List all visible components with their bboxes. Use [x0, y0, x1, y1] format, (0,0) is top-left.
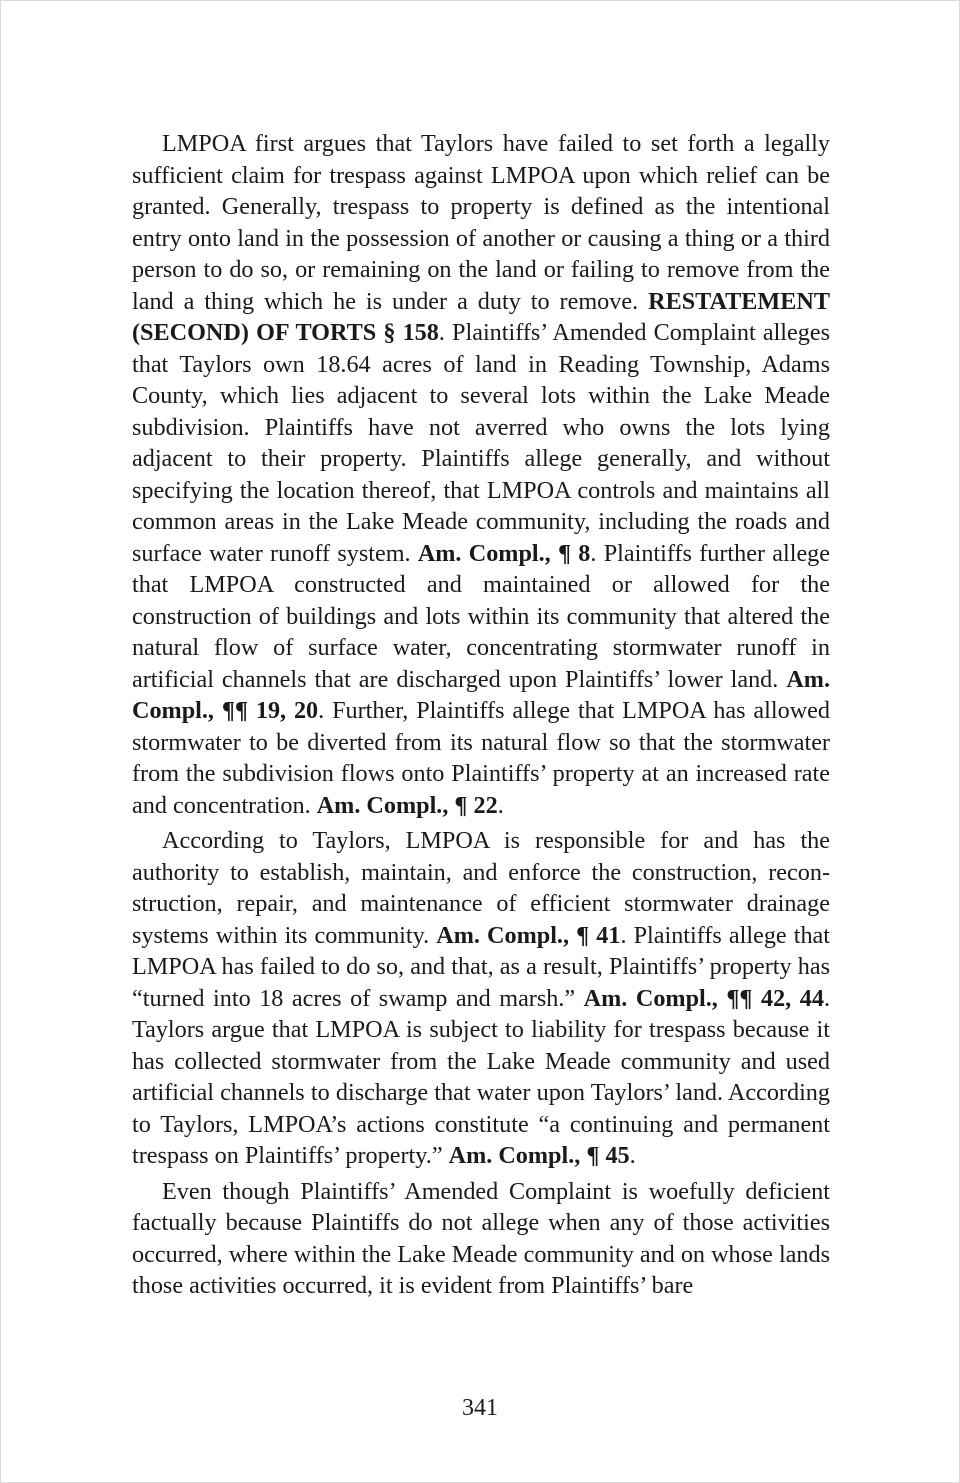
- paragraph-lmpoa-responsibility: [132, 825, 830, 1172]
- text-segment: .: [497, 791, 504, 819]
- text-segment: .: [629, 1142, 636, 1169]
- citation-compl: Am. Compl., ¶ 8: [417, 539, 591, 567]
- page-number: 341: [462, 1395, 498, 1421]
- text-segment: . Further, Plaintiffs allege that LMPOA has allowed stormwater to be diverted from its natural flow so that the stormwater from the subdivision flows onto Plaintiffs’ property at an increased rate and concentration.: [132, 697, 830, 819]
- citation-compl: Am. Compl., ¶ 41: [436, 921, 621, 949]
- paragraph-trespass-claim: [132, 128, 830, 821]
- text-segment: According to Taylors, LMPOA is responsible for and has the authority to establish, maintain, and enforce the construction, reconstruction, repair, and maintenance of efficient stormwater drainage systems within its community.: [132, 827, 830, 949]
- citation-compl: Am. Compl., ¶ 22: [316, 791, 498, 819]
- citation-compl: Am. Compl., ¶¶ 19, 20: [132, 665, 830, 724]
- text-segment: LMPOA first argues that Taylors have failed to set forth a legally sufficient claim for trespass against LMPOA upon which relief can be granted. Generally, trespass to property is defined as the intentional entry onto land in the possession of another or causing a thing or a third person to do so, or remaining on the land or failing to remove from the land a thing which he is under a duty to remove.: [132, 130, 830, 315]
- paragraph-deficient-complaint: [132, 1176, 830, 1302]
- text-segment: . Plaintiffs further allege that LMPOA constructed and maintained or allowed for the construction of buildings and lots within its community that altered the natural flow of surface water, concentrating stormwater runoff in artificial channels that are discharged upon Plaintiffs’ lower land.: [132, 539, 831, 693]
- citation-restatement: RESTATEMENT (SECOND) OF TORTS § 158: [132, 287, 830, 346]
- body-text: [132, 128, 830, 1306]
- text-segment: . Taylors argue that LMPOA is subject to liability for trespass because it has collected stormwater from the Lake Meade community and used artificial channels to discharge that water upon Taylors’ land. According to Taylors, LMPOA’s actions constitute “a continuing and permanent trespass on Plaintiffs’ property.”: [132, 984, 830, 1169]
- citation-compl: Am. Compl., ¶¶ 42, 44: [583, 984, 824, 1012]
- citation-compl: Am. Compl., ¶ 45: [448, 1142, 630, 1169]
- text-segment: Even though Plaintiffs’ Amended Complaint is woefully deficient factually because Plaintiffs do not allege when any of those activities occurred, where within the Lake Meade community and on whose lands those activities occurred, it is evident from Plaintiffs’ bare: [132, 1177, 830, 1299]
- text-segment: . Plaintiffs’ Amended Complaint alleges that Taylors own 18.64 acres of land in Reading Township, Adams County, which lies adjacent to several lots within the Lake Meade subdivision. Plaintiffs have not averred who owns the lots lying adjacent to their property. Plaintiffs allege generally, and without specifying the location thereof, that LMPOA controls and maintains all common areas in the Lake Meade community, including the roads and surface water runoff system.: [132, 319, 830, 567]
- text-segment: . Plaintiffs allege that LMPOA has failed to do so, and that, as a result, Plaintiffs’ property has “turned into 18 acres of swamp and marsh.”: [132, 921, 830, 1012]
